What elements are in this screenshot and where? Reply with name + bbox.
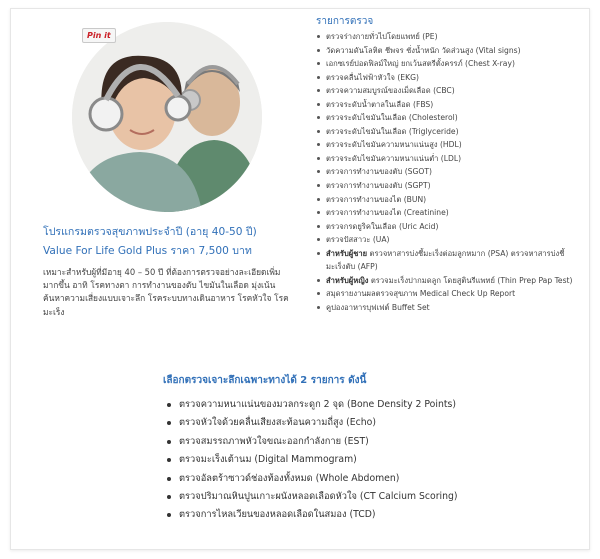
checklist-item-text: ตรวจระดับน้ำตาลในเลือด (FBS): [326, 99, 434, 109]
checklist-item-text: ตรวจปัสสาวะ (UA): [326, 235, 390, 245]
checklist-item-text: ตรวจการทำงานของตับ (SGOT): [326, 167, 432, 177]
checklist-item: [316, 57, 578, 71]
checklist-item: [316, 220, 578, 234]
checklist-item-text: ตรวจความสมบูรณ์ของเม็ดเลือด (CBC): [326, 86, 455, 96]
checklist-item-text: ตรวจการทำงานของไต (Creatinine): [326, 208, 449, 218]
program-description: เหมาะสำหรับผู้ที่มีอายุ 40 – 50 ปี ที่ต้องการตรวจอย่างละเอียดเพิ่มมากขึ้น อาทิ โรคทางตา การทำงานของตับ ไขมันในเลือด มุ่งเน้นค้นหาความเสี่ยงแบบเจาะลึก โรคระบบทางเดินอาหาร โรคหัวใจ โรคมะเร็ง: [43, 267, 289, 317]
checklist-item: [316, 44, 578, 58]
checklist-item: [316, 193, 578, 207]
checklist-item-text: ตรวจระดับไขมันความหนาแน่นสูง (HDL): [326, 140, 462, 150]
checklist-item-text: คูปองอาหารบุฟเฟต์ Buffet Set: [326, 302, 430, 312]
checklist: [316, 30, 578, 314]
checklist-item-text: ตรวจระดับไขมันความหนาแน่นต่ำ (LDL): [326, 153, 462, 163]
checklist-item-text: สมุดรายงานผลตรวจสุขภาพ Medical Check Up Report: [326, 289, 516, 299]
checklist-item: [316, 206, 578, 220]
checklist-item-text: ตรวจระดับไขมันในเลือด (Cholesterol): [326, 113, 458, 123]
program-title: โปรแกรมตรวจสุขภาพประจำปี (อายุ 40-50 ปี): [43, 226, 257, 238]
checklist-item: [316, 274, 578, 288]
checklist-item: [316, 98, 578, 112]
people-with-headphones-photo: [72, 22, 262, 212]
pin-it-button[interactable]: Pin it: [82, 28, 116, 43]
checklist-item: [316, 30, 578, 44]
checklist-item-text: ตรวจคลื่นไฟฟ้าหัวใจ (EKG): [326, 72, 419, 82]
checklist-item: [316, 179, 578, 193]
checklist-item: [316, 233, 578, 247]
extras-item: ตรวจความหนาแน่นของมวลกระดูก 2 จุด (Bone Density 2 Points): [165, 396, 545, 414]
checklist-item: [316, 152, 578, 166]
checklist-item-text: ตรวจมะเร็งปากมดลูก โดยสูตินรีแพทย์ (Thin Prep Pap Test): [368, 275, 573, 285]
extras-title: เลือกตรวจเจาะลึกเฉพาะทางได้ 2 รายการ ดังนี้: [163, 375, 367, 386]
checklist-item: [316, 71, 578, 85]
checklist-item: [316, 301, 578, 315]
checklist-item: [316, 287, 578, 301]
checklist-item-text: ตรวจร่างกายทั่วไปโดยแพทย์ (PE): [326, 32, 438, 41]
extras-item: ตรวจสมรรถภาพหัวใจขณะออกกำลังกาย (EST): [165, 433, 545, 451]
checklist-item-group: สำหรับผู้ชาย: [326, 248, 368, 258]
checklist-item-text: ตรวจการทำงานของไต (BUN): [326, 194, 427, 204]
checklist-item-text: เอกซเรย์ปอดฟิลม์ใหญ่ ยกเว้นสตรีตั้งครรภ์ (Chest X-ray): [326, 59, 515, 69]
extras-item: ตรวจการไหลเวียนของหลอดเลือดในสมอง (TCD): [165, 506, 545, 524]
extras-item: ตรวจอัลตร้าซาวด์ช่องท้องทั้งหมด (Whole Abdomen): [165, 470, 545, 488]
program-price: Value For Life Gold Plus ราคา 7,500 บาท: [43, 245, 252, 257]
checklist-item: [316, 247, 578, 274]
photo-illustration: [72, 22, 262, 212]
extras-list: [165, 396, 545, 525]
checklist-item-text: ตรวจระดับไขมันในเลือด (Triglyceride): [326, 126, 459, 136]
checklist-item-text: ตรวจการทำงานของตับ (SGPT): [326, 181, 431, 191]
checklist-item: [316, 84, 578, 98]
checklist-title: รายการตรวจ: [316, 16, 374, 27]
extras-item: ตรวจหัวใจด้วยคลื่นเสียงสะท้อนความถี่สูง (Echo): [165, 414, 545, 432]
extras-item: ตรวจมะเร็งเต้านม (Digital Mammogram): [165, 451, 545, 469]
checklist-item: [316, 125, 578, 139]
extras-item: ตรวจปริมาณหินปูนเกาะผนังหลอดเลือดหัวใจ (CT Calcium Scoring): [165, 488, 545, 506]
checklist-item-text: ตรวจหาสารบ่งชี้มะเร็งต่อมลูกหมาก (PSA) ตรวจหาสารบ่งชี้มะเร็งตับ (AFP): [326, 248, 565, 272]
checklist-item-text: วัดความดันโลหิต ชีพจร ชั่งน้ำหนัก วัดส่วนสูง (Vital signs): [326, 45, 521, 55]
checklist-item-text: ตรวจกรดยูริคในเลือด (Uric Acid): [326, 221, 439, 231]
checklist-item: [316, 165, 578, 179]
checklist-item-group: สำหรับผู้หญิง: [326, 275, 369, 285]
checklist-item: [316, 111, 578, 125]
checklist-item: [316, 138, 578, 152]
